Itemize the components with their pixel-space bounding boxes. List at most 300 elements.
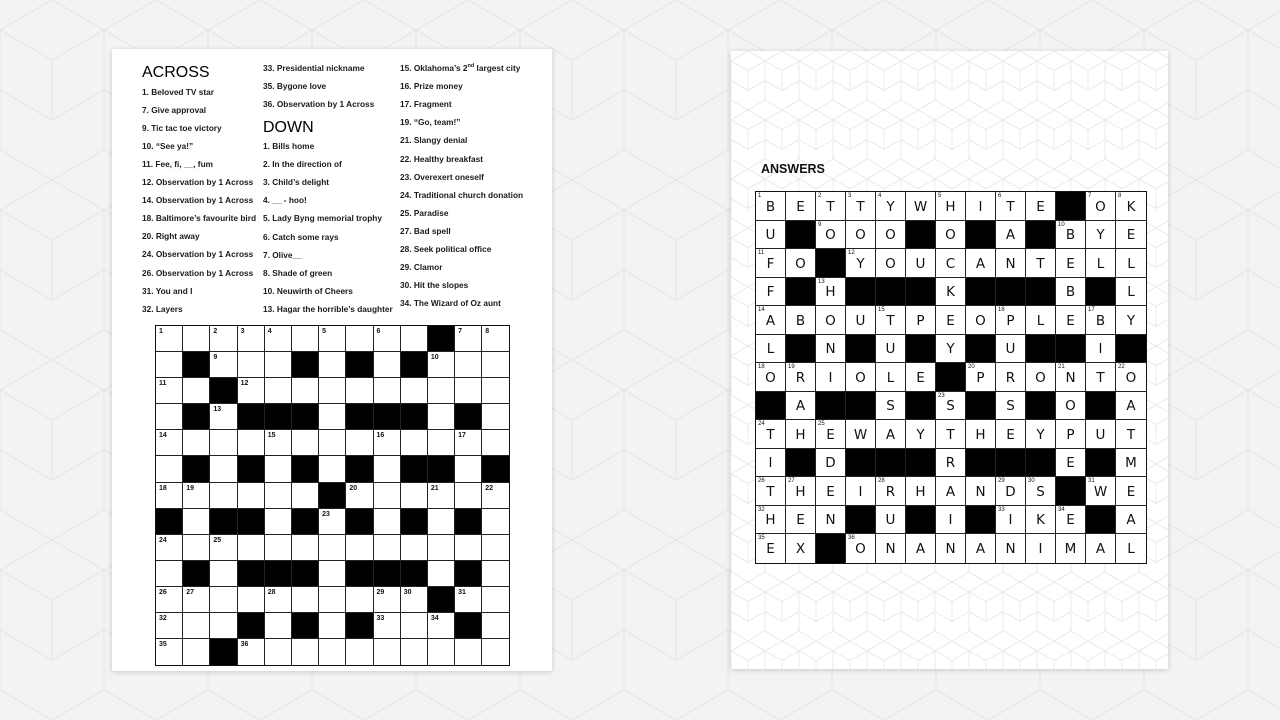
answer-letter: Y	[1126, 312, 1136, 329]
answer-letter: R	[885, 483, 896, 500]
clue-number: 19	[186, 484, 194, 492]
grid-cell[interactable]	[428, 509, 455, 535]
grid-cell[interactable]	[210, 430, 237, 456]
answer-cell	[996, 534, 1026, 563]
grid-cell[interactable]	[292, 483, 319, 509]
answer-cell-black	[906, 506, 936, 535]
answer-clue-number: 25	[818, 421, 825, 427]
grid-cell[interactable]	[319, 509, 346, 535]
answer-letter: O	[795, 255, 806, 272]
grid-cell[interactable]	[482, 483, 509, 509]
grid-cell[interactable]	[238, 430, 265, 456]
answer-letter: E	[916, 369, 925, 386]
down-clue: 15. Oklahoma’s 2nd largest city	[400, 63, 521, 73]
grid-cell[interactable]	[482, 639, 509, 665]
grid-cell[interactable]	[374, 352, 401, 378]
grid-cell[interactable]	[183, 430, 210, 456]
grid-cell[interactable]	[374, 639, 401, 665]
grid-cell[interactable]	[156, 561, 183, 587]
answer-cell	[936, 335, 966, 364]
grid-cell[interactable]	[210, 352, 237, 378]
grid-cell-black	[292, 456, 319, 482]
grid-cell[interactable]	[401, 587, 428, 613]
grid-cell[interactable]	[156, 639, 183, 665]
answer-letter: N	[825, 341, 836, 358]
grid-cell[interactable]	[401, 639, 428, 665]
answer-cell	[1086, 534, 1116, 563]
answer-cell	[1026, 306, 1056, 335]
clue-number: 21	[430, 484, 439, 492]
answer-cell	[876, 335, 906, 364]
grid-cell[interactable]	[482, 326, 509, 352]
answer-cell-black	[1086, 506, 1116, 535]
clue-number: 28	[267, 588, 276, 596]
grid-cell[interactable]	[374, 456, 401, 482]
clue-number: 23	[322, 510, 330, 518]
answer-letter: O	[825, 312, 836, 329]
across-clue: 1. Beloved TV star	[142, 86, 214, 97]
down-clue: 19. “Go, team!”	[400, 117, 461, 128]
answer-letter: A	[915, 541, 926, 558]
answer-cell	[1086, 420, 1116, 449]
grid-cell[interactable]	[374, 430, 401, 456]
grid-cell[interactable]	[455, 483, 482, 509]
answer-letter: L	[1096, 255, 1105, 272]
answer-cell-black	[846, 449, 876, 478]
answer-cell-black	[1026, 221, 1056, 250]
grid-cell[interactable]	[482, 509, 509, 535]
grid-cell-black	[183, 456, 210, 482]
clue-number: 26	[159, 588, 167, 596]
clue-number: 29	[376, 588, 385, 596]
grid-cell[interactable]	[401, 613, 428, 639]
grid-cell[interactable]	[319, 430, 346, 456]
answer-letter: W	[1093, 483, 1108, 500]
grid-cell[interactable]	[482, 535, 509, 561]
grid-cell[interactable]	[156, 326, 183, 352]
answer-letter: U	[855, 312, 866, 329]
answer-clue-number: 15	[878, 307, 885, 313]
grid-cell[interactable]	[238, 587, 265, 613]
answer-letter: K	[1036, 512, 1045, 529]
grid-cell[interactable]	[401, 483, 428, 509]
answer-cell	[816, 278, 846, 307]
answer-letter: E	[826, 426, 835, 443]
answer-cell	[1116, 449, 1146, 478]
grid-cell[interactable]	[319, 404, 346, 430]
grid-cell-black	[238, 561, 265, 587]
answer-clue-number: 30	[1028, 478, 1035, 484]
grid-cell[interactable]	[292, 378, 319, 404]
grid-cell[interactable]	[319, 326, 346, 352]
grid-cell[interactable]	[210, 587, 237, 613]
grid-cell[interactable]	[183, 483, 210, 509]
answer-cell	[756, 249, 786, 278]
grid-cell[interactable]	[238, 326, 265, 352]
grid-cell[interactable]	[428, 561, 455, 587]
grid-cell[interactable]	[156, 535, 183, 561]
grid-cell[interactable]	[156, 456, 183, 482]
answer-cell	[996, 477, 1026, 506]
answer-letter: E	[1126, 227, 1136, 244]
answer-cell	[1056, 278, 1086, 307]
answer-letter: L	[1127, 284, 1135, 301]
down-clue: 10. Neuwirth of Cheers	[263, 285, 353, 296]
clue-number: 13	[213, 406, 222, 414]
answer-letter: T	[766, 483, 775, 500]
answer-letter: T	[1036, 255, 1045, 272]
grid-cell-black	[292, 561, 319, 587]
answer-cell	[816, 477, 846, 506]
grid-cell[interactable]	[292, 587, 319, 613]
answer-letter: W	[853, 426, 868, 443]
grid-cell[interactable]	[455, 352, 482, 378]
answer-cell	[816, 221, 846, 250]
grid-cell[interactable]	[265, 639, 292, 665]
answer-letter: L	[766, 341, 775, 358]
answer-letter: B	[1095, 312, 1106, 329]
answer-clue-number: 26	[758, 478, 765, 484]
answer-cell	[876, 534, 906, 563]
down-clue: 13. Hagar the horrible’s daughter	[263, 303, 393, 314]
grid-cell[interactable]	[210, 535, 237, 561]
answer-clue-number: 18	[758, 364, 765, 370]
grid-cell[interactable]	[265, 509, 292, 535]
answer-letter: L	[1127, 255, 1135, 272]
grid-cell[interactable]	[346, 483, 373, 509]
grid-cell[interactable]	[265, 587, 292, 613]
grid-cell[interactable]	[183, 587, 210, 613]
answer-letter: N	[1005, 255, 1016, 272]
answer-clue-number: 24	[758, 421, 765, 427]
answer-clue-number: 19	[788, 364, 795, 370]
grid-cell[interactable]	[346, 639, 373, 665]
answer-cell-black	[786, 278, 816, 307]
across-clue: 9. Tic tac toe victory	[142, 122, 222, 133]
grid-cell[interactable]	[238, 483, 265, 509]
answers-page	[731, 51, 1168, 669]
grid-cell[interactable]	[319, 352, 346, 378]
down-clue: 7. Olive__	[263, 249, 302, 260]
clue-number: 11	[159, 380, 167, 388]
answer-letter: I	[768, 455, 773, 472]
answer-letter: E	[1126, 483, 1136, 500]
answer-letter: B	[1065, 227, 1076, 244]
answer-cell-black	[846, 278, 876, 307]
grid-cell[interactable]	[238, 535, 265, 561]
clue-number: 7	[458, 328, 462, 335]
grid-cell[interactable]	[401, 430, 428, 456]
answer-cell	[816, 192, 846, 221]
grid-cell[interactable]	[482, 430, 509, 456]
answer-letter: Y	[856, 255, 865, 272]
grid-cell[interactable]	[265, 613, 292, 639]
grid-cell[interactable]	[428, 483, 455, 509]
grid-cell[interactable]	[210, 456, 237, 482]
grid-cell[interactable]	[455, 456, 482, 482]
grid-cell[interactable]	[265, 483, 292, 509]
grid-cell[interactable]	[292, 535, 319, 561]
answer-letter: A	[1095, 541, 1106, 558]
grid-cell-black	[346, 404, 373, 430]
grid-cell[interactable]	[210, 404, 237, 430]
grid-cell-black	[428, 326, 455, 352]
grid-cell[interactable]	[455, 639, 482, 665]
grid-cell[interactable]	[346, 378, 373, 404]
down-clue: 21. Slangy denial	[400, 135, 468, 146]
grid-cell[interactable]	[374, 326, 401, 352]
grid-cell[interactable]	[401, 535, 428, 561]
grid-cell[interactable]	[482, 404, 509, 430]
down-clue: 4. __ - hoo!	[263, 195, 307, 206]
grid-cell[interactable]	[156, 613, 183, 639]
down-clue: 23. Overexert oneself	[400, 171, 484, 182]
grid-cell[interactable]	[482, 378, 509, 404]
answer-cell	[786, 420, 816, 449]
clue-number: 36	[240, 641, 249, 649]
answer-clue-number: 27	[788, 478, 795, 484]
grid-cell[interactable]	[455, 326, 482, 352]
clue-number: 33	[376, 615, 385, 623]
answer-cell-black	[966, 278, 996, 307]
grid-cell[interactable]	[319, 587, 346, 613]
grid-cell[interactable]	[319, 561, 346, 587]
grid-cell[interactable]	[265, 456, 292, 482]
grid-cell[interactable]	[482, 613, 509, 639]
answer-cell	[1116, 192, 1146, 221]
answer-letter: H	[795, 426, 806, 443]
answer-clue-number: 29	[998, 478, 1005, 484]
answer-letter: T	[946, 426, 955, 443]
answer-cell	[966, 534, 996, 563]
answer-cell	[936, 477, 966, 506]
grid-cell-black	[319, 483, 346, 509]
grid-cell[interactable]	[183, 639, 210, 665]
answer-cell	[786, 249, 816, 278]
answer-letter: O	[1035, 369, 1046, 386]
across-clue: 14. Observation by 1 Across	[142, 195, 254, 206]
down-heading: DOWN	[263, 119, 314, 136]
grid-cell-black	[455, 561, 482, 587]
grid-cell[interactable]	[455, 430, 482, 456]
across-clue: 26. Observation by 1 Across	[142, 267, 254, 278]
grid-cell[interactable]	[292, 326, 319, 352]
grid-cell[interactable]	[428, 378, 455, 404]
answer-cell-black	[1026, 335, 1056, 364]
answer-letter: L	[1127, 541, 1135, 558]
answer-cell	[996, 306, 1026, 335]
answer-letter: U	[915, 255, 926, 272]
answer-letter: P	[1006, 312, 1015, 329]
grid-cell[interactable]	[428, 535, 455, 561]
grid-cell[interactable]	[265, 378, 292, 404]
answer-cell	[786, 534, 816, 563]
grid-cell[interactable]	[428, 430, 455, 456]
answer-cell	[1116, 221, 1146, 250]
grid-cell[interactable]	[156, 587, 183, 613]
answer-letter: N	[1005, 541, 1016, 558]
answer-cell	[846, 306, 876, 335]
answer-cell-black	[906, 392, 936, 421]
answer-letter: Y	[1096, 227, 1105, 244]
answer-cell	[1056, 534, 1086, 563]
grid-cell[interactable]	[346, 430, 373, 456]
answer-cell	[876, 363, 906, 392]
answer-cell	[1056, 306, 1086, 335]
grid-cell[interactable]	[428, 404, 455, 430]
grid-cell-black	[183, 404, 210, 430]
answer-letter: E	[1006, 426, 1015, 443]
grid-cell[interactable]	[482, 587, 509, 613]
answer-cell-black	[1056, 335, 1086, 364]
grid-cell[interactable]	[265, 535, 292, 561]
clue-number: 30	[403, 588, 412, 596]
grid-cell[interactable]	[374, 613, 401, 639]
clue-number: 17	[458, 432, 466, 440]
grid-cell-black	[401, 352, 428, 378]
grid-cell[interactable]	[238, 352, 265, 378]
grid-cell-black	[238, 456, 265, 482]
answer-cell	[936, 420, 966, 449]
answer-letter: R	[945, 455, 956, 472]
grid-cell[interactable]	[319, 378, 346, 404]
grid-cell[interactable]	[374, 483, 401, 509]
grid-cell[interactable]	[428, 352, 455, 378]
grid-cell[interactable]	[210, 326, 237, 352]
grid-cell-black	[265, 561, 292, 587]
across-heading: ACROSS	[142, 64, 210, 81]
grid-cell[interactable]	[292, 639, 319, 665]
grid-cell[interactable]	[374, 587, 401, 613]
grid-cell[interactable]	[455, 587, 482, 613]
answer-cell	[906, 192, 936, 221]
answer-letter: N	[975, 483, 986, 500]
grid-cell-black	[374, 404, 401, 430]
grid-cell[interactable]	[319, 639, 346, 665]
answer-cell	[1026, 363, 1056, 392]
answer-cell-black	[876, 449, 906, 478]
grid-cell[interactable]	[455, 378, 482, 404]
answer-cell	[846, 363, 876, 392]
grid-cell[interactable]	[428, 613, 455, 639]
grid-cell-black	[210, 378, 237, 404]
answer-cell-black	[816, 249, 846, 278]
answer-clue-number: 11	[758, 250, 765, 256]
answer-letter: O	[855, 227, 866, 244]
across-clue: 11. Fee, fi, __, fum	[142, 158, 214, 169]
grid-cell[interactable]	[183, 535, 210, 561]
grid-cell[interactable]	[319, 535, 346, 561]
answer-letter: B	[1065, 284, 1076, 301]
grid-cell-black	[455, 509, 482, 535]
answer-letter: B	[765, 198, 776, 215]
grid-cell[interactable]	[156, 404, 183, 430]
answer-cell	[876, 506, 906, 535]
answer-cell	[936, 534, 966, 563]
answer-letter: I	[858, 483, 863, 500]
answer-letter: I	[948, 512, 953, 529]
grid-cell[interactable]	[482, 561, 509, 587]
grid-cell[interactable]	[265, 326, 292, 352]
grid-cell[interactable]	[210, 483, 237, 509]
answer-cell	[786, 306, 816, 335]
answer-clue-number: 20	[968, 364, 975, 370]
grid-cell[interactable]	[183, 613, 210, 639]
grid-cell[interactable]	[183, 326, 210, 352]
answer-cell-black	[1026, 278, 1056, 307]
answer-cell-black	[966, 449, 996, 478]
grid-cell[interactable]	[265, 352, 292, 378]
answer-cell-black	[846, 392, 876, 421]
grid-cell[interactable]	[265, 430, 292, 456]
grid-cell[interactable]	[319, 613, 346, 639]
grid-cell[interactable]	[401, 378, 428, 404]
grid-cell[interactable]	[401, 326, 428, 352]
grid-cell[interactable]	[346, 535, 373, 561]
clue-number: 8	[485, 328, 490, 335]
grid-cell[interactable]	[374, 509, 401, 535]
answer-letter: O	[855, 369, 866, 386]
grid-cell[interactable]	[156, 352, 183, 378]
grid-cell[interactable]	[156, 430, 183, 456]
grid-cell[interactable]	[156, 483, 183, 509]
down-clue: 5. Lady Byng memorial trophy	[263, 213, 382, 224]
grid-cell[interactable]	[428, 639, 455, 665]
grid-cell-black	[482, 456, 509, 482]
grid-cell[interactable]	[210, 561, 237, 587]
clue-number: 22	[485, 484, 494, 492]
clue-number: 2	[213, 328, 218, 335]
grid-cell[interactable]	[374, 535, 401, 561]
grid-cell[interactable]	[238, 639, 265, 665]
grid-cell[interactable]	[346, 587, 373, 613]
answer-letter: H	[795, 483, 806, 500]
grid-cell[interactable]	[292, 430, 319, 456]
answer-cell	[936, 449, 966, 478]
answer-cell	[1086, 363, 1116, 392]
answer-cell	[936, 278, 966, 307]
grid-cell[interactable]	[346, 326, 373, 352]
answer-cell	[1116, 392, 1146, 421]
grid-cell[interactable]	[374, 378, 401, 404]
grid-cell[interactable]	[210, 613, 237, 639]
answer-cell-black	[906, 449, 936, 478]
answer-letter: E	[1066, 312, 1075, 329]
answer-letter: D	[825, 455, 836, 472]
grid-cell[interactable]	[319, 456, 346, 482]
grid-cell[interactable]	[238, 378, 265, 404]
answer-clue-number: 6	[998, 193, 1002, 199]
answer-letter: U	[885, 341, 896, 358]
answer-cell	[876, 221, 906, 250]
answer-letter: N	[945, 541, 956, 558]
down-clue: 34. The Wizard of Oz aunt	[400, 298, 501, 309]
grid-cell-black	[238, 613, 265, 639]
grid-cell[interactable]	[455, 535, 482, 561]
answer-letter: U	[885, 512, 896, 529]
answer-cell	[786, 392, 816, 421]
grid-cell-black	[183, 561, 210, 587]
grid-cell[interactable]	[156, 378, 183, 404]
answer-cell	[996, 420, 1026, 449]
answer-cell	[1086, 249, 1116, 278]
grid-cell[interactable]	[183, 378, 210, 404]
clue-number: 34	[430, 615, 439, 623]
clue-number: 3	[240, 328, 245, 335]
answer-letter: O	[945, 227, 956, 244]
grid-cell[interactable]	[482, 352, 509, 378]
grid-cell[interactable]	[183, 509, 210, 535]
